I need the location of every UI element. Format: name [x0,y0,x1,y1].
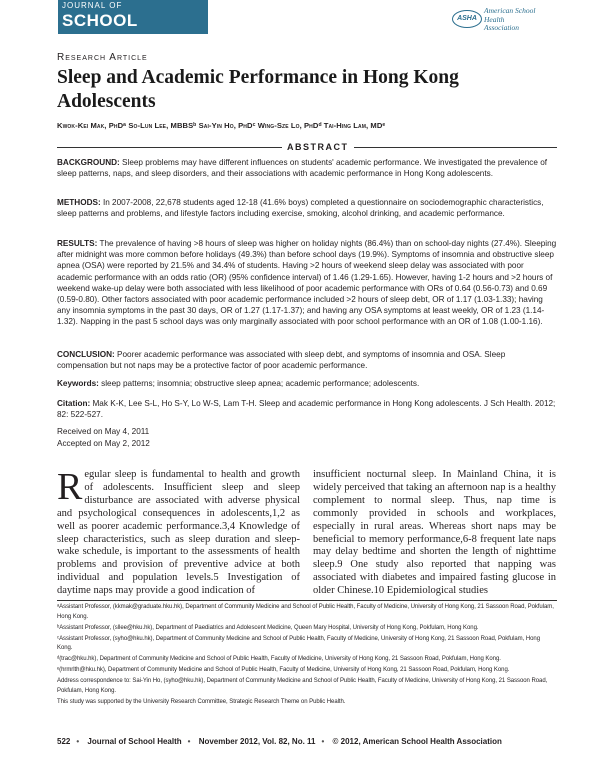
journal-logo-title: SCHOOL HEALTH [62,11,138,50]
body-text-right: insufficient nocturnal sleep. In Mainland China, it is widely perceived that taking an afternoon nap is a healthy complement to normal sleep. Thus, nap time is commonly provided in schools and workplaces, especially in rural areas. Whereas short naps may be beneficial to memory performance,6-8 frequent late naps may delay bedtime and shorten the length of nighttime sleep.9 One study also reported that napping was associated with diabetes and impaired fasting glucose in older Chinese.10 Epidemiological studies [313,469,556,597]
methods-text: In 2007-2008, 22,678 students aged 12-18 (41.6% boys) completed a questionnaire on sociodemographic characteristics, sleep patterns and problems, and lifestyle factors including exercise, smoking, alcohol drinking, and academic performance. [57,198,544,219]
asha-logo [452,6,557,34]
footnote: ᵈ(trac@hku.hk), Department of Community Medicine and School of Public Health, Faculty of Medicine, University of Hong Kong, 21 Sassoon Road, Pokfulam, Hong Kong. [57,656,501,663]
abstract-keywords [57,378,557,389]
footnote: ᶜAssistant Professor, (syho@hku.hk), Department of Community Medicine and School of Public Health, Faculty of Medicine, University of Hong Kong, 21 Sassoon Road, Pokfulam, Hong Kong. [57,635,540,652]
footnote: ᵉ(hrmrlth@hku.hk), Department of Community Medicine and School of Public Health, Faculty of Medicine, University of Hong Kong, 21 Sassoon Road, Pokfulam, Hong Kong. [57,667,510,674]
article-type: Research Article [57,52,148,63]
footer-journal: Journal of School Health [87,737,182,746]
citation-text: Mak K-K, Lee S-L, Ho S-Y, Lo W-S, Lam T-H. Sleep and academic performance in Hong Kong adolescents. J Sch Health. 2012; 82: 522-527. [57,399,556,420]
footnote: ᵃAssistant Professor, (kkmak@graduate.hku.hk), Department of Community Medicine and School of Public Health, Faculty of Medicine, University of Hong Kong, 21 Sassoon Road, Pokfulam, Hong Kong. [57,604,554,620]
journal-logo [58,0,208,50]
received-date: Received on May 4, 2011 [57,427,150,436]
background-text: Sleep problems may have different influences on students' academic performance. We investigated the prevalence of sleep patterns, naps, and sleep disorders, and their associations with academic performance in Hong Kong adolescents. [57,158,548,179]
body-column-right [313,469,556,598]
keywords-label: Keywords: [57,379,99,388]
author-list: Kwok-Kei Mak, PhDᵃ So-Lun Lee, MBBSᵇ Sai-Yin Ho, PhDᶜ Wing-Sze Lo, PhDᵈ Tai-Hing Lam, MDᵉ [57,121,386,130]
methods-label: METHODS: [57,198,101,207]
page-header [0,0,600,50]
asha-logo-mark: ASHA [452,10,482,28]
footnote: Address correspondence to: Sai-Yin Ho, (syho@hku.hk), Department of Community Medicine and School of Public Health, Faculty of Medicine, University of Hong Kong, 21 Sassoon Road, Pokfulam, Hong Kong. [57,678,548,694]
asha-line-2: Association [484,23,519,32]
background-label: BACKGROUND: [57,158,120,167]
conclusion-label: CONCLUSION: [57,350,115,359]
footnote-divider [57,600,557,601]
footnote: ᵇAssistant Professor, (sllee@hku.hk), Department of Paediatrics and Adolescent Medicine, Queen Mary Hospital, University of Hong Kong, Pokfulam, Hong Kong. [57,624,479,631]
footer-separator: • [76,737,80,746]
abstract-results [57,238,557,328]
page-number: 522 [57,737,71,746]
footer-separator: • [187,737,191,746]
keywords-text: sleep patterns; insomnia; obstructive sleep apnea; academic performance; adolescents. [101,379,420,388]
abstract-heading: ABSTRACT [282,142,354,152]
results-text: The prevalence of having >8 hours of sleep was higher on holiday nights (86.4%) than on school-day nights (27.4%). Sleeping after midnight was more common before holidays (49.3%) than before school days (19.9%). Symptoms of insomnia and obstructive sleep apnea (OSA) were reported by 21.5% and 34.4% of students. Having >2 hours of weekend sleep delay was associated with poor academic performance with an odds ratio (OR) (95% confidence interval) of 1.46 (1.29-1.65). However, having 1-2 hours and >2 hours of weekend wake-up delay were both associated with less likelihood of poor academic performance with ORs of 0.64 (0.56-0.73) and 0.69 (0.59-0.80). Other factors associated with poor academic performance included >2 hours of sleep debt, OR of 1.17 (1.03-1.33); having any insomnia symptoms in the past 30 days, OR of 1.27 (1.17-1.37); and having any OSA symptoms at least weekly, OR of 1.23 (1.14-1.32). Napping in the past 5 school days was only marginally associated with poor school performance with an OR of 1.08 (1.00-1.16). [57,239,557,327]
asha-line-1: American School Health [484,6,536,24]
footer-separator: • [321,737,325,746]
conclusion-text: Poorer academic performance was associated with sleep debt, and symptoms of insomnia and OSA. Sleep compensation but not naps may be a protective factor of poor academic performance. [57,350,506,371]
drop-cap: R [57,466,83,508]
footnote: This study was supported by the University Research Committee, Strategic Research Theme on Public Health. [57,698,346,705]
body-column-left [57,466,300,598]
footnotes [57,603,557,709]
article-title: Sleep and Academic Performance in Hong Kong Adolescents [57,67,459,112]
results-label: RESULTS: [57,239,98,248]
abstract-conclusion [57,349,557,371]
citation-label: Citation: [57,399,91,408]
journal-logo-small: JOURNAL OF [62,1,123,10]
accepted-date: Accepted on May 2, 2012 [57,439,150,448]
abstract-citation [57,398,557,420]
page-footer [57,737,557,746]
footer-copyright: © 2012, American School Health Association [332,737,502,746]
asha-logo-text [484,7,557,33]
footer-issue: November 2012, Vol. 82, No. 11 [198,737,316,746]
abstract-methods [57,197,557,219]
body-text-left: egular sleep is fundamental to health and growth of adolescents. Insufficient sleep and sleep disturbance are associated with adverse physical and psychological consequences in adolescents,1,2 as well as poorer academic performance.3,4 Knowledge of sleep characteristics, such as sleep duration and sleep-wake schedule, is important to the assessments of health problems and provision of preventive advice at both individual and population levels.5 Investigation of daytime naps may provide a good indication of [57,469,300,597]
abstract-background [57,157,557,179]
